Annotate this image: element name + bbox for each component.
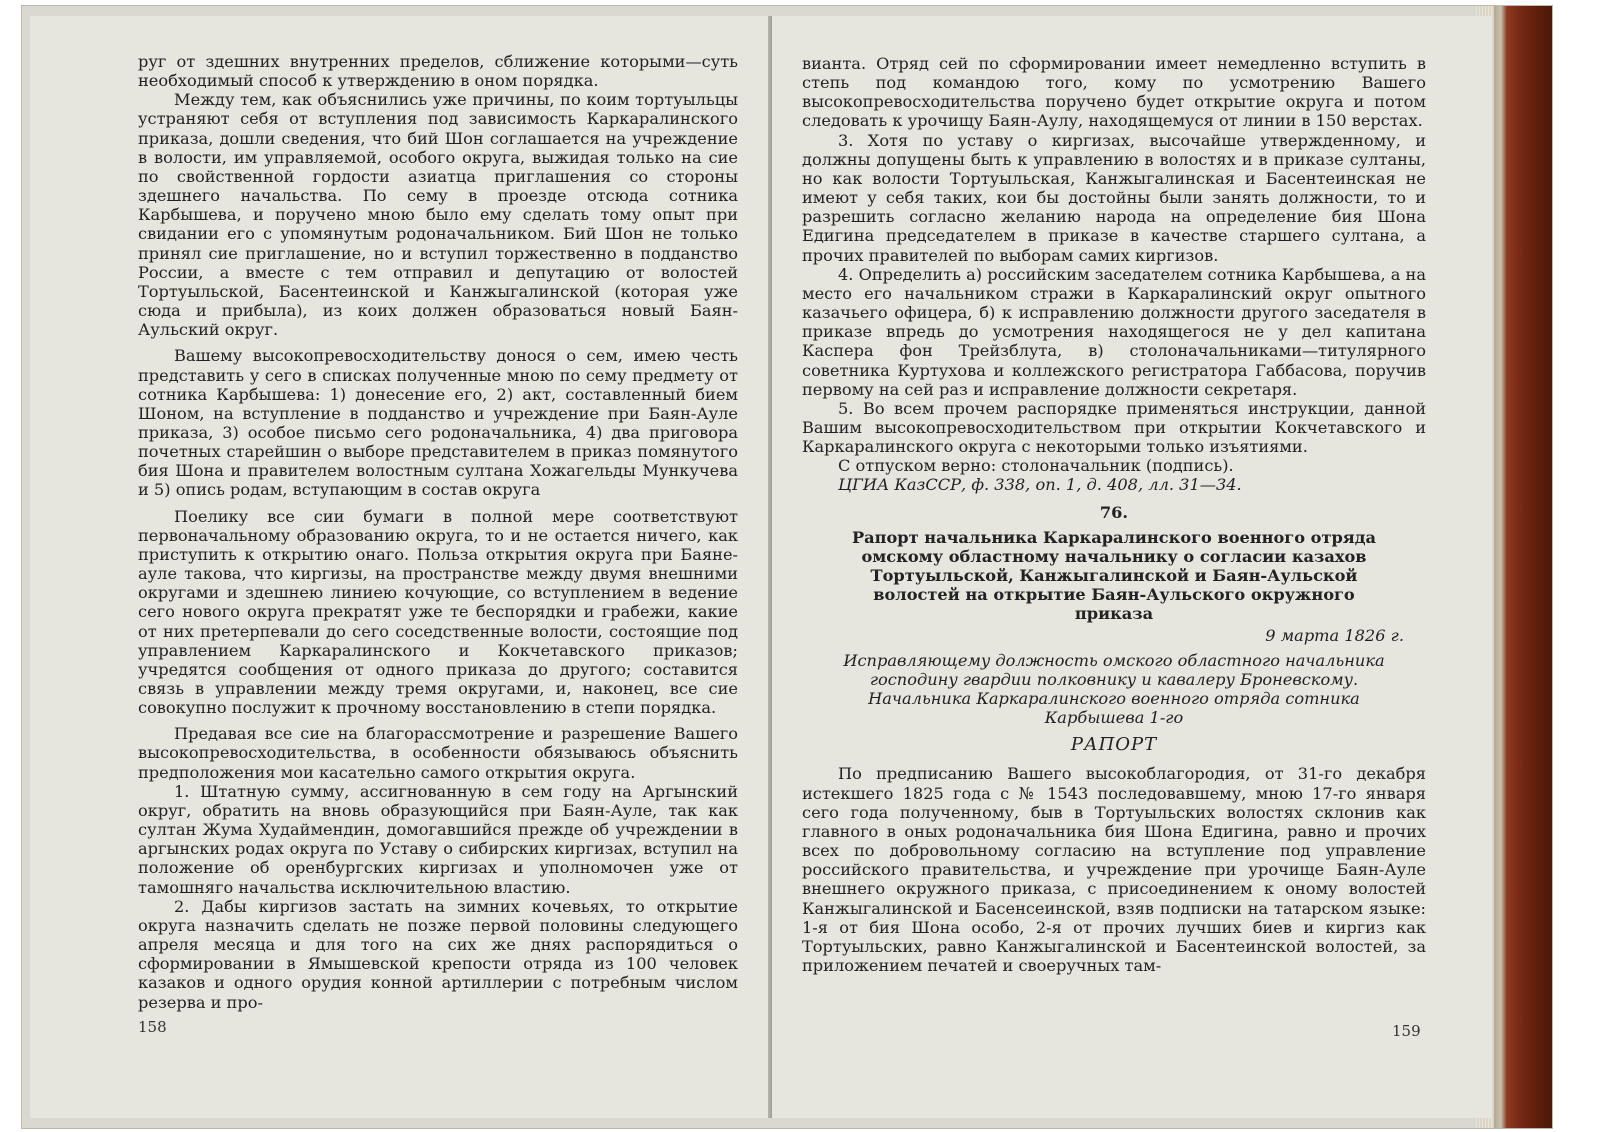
addressee: Исправляющему должность омского областного начальника господину гвардии полковнику и кавалеру Броневскому. Начальника Каркаралинского военного отряда сотника Карбышева 1-го — [843, 650, 1385, 728]
paragraph: 3. Хотя по уставу о киргизах, высочайше утвержденному, и должны допущены быть к управлению в волостях и в приказе султаны, но как волости Тортуыльская, Канжыгалинская и Басентеинская не имеют у себя таких, кои бы достойны были занять должности, то и разрешить согласно желанию народа на определение бия Шона Едигина председателем в приказе в качестве старшего султана, а прочих правителей по выборам самих киргизов. — [802, 130, 1426, 265]
paragraph: По предписанию Вашего высокоблагородия, от 31-го декабря истекшего 1825 года с № 1543 последовавшему, мною 17-го января сего года полученному, быв в Тортуыльских волостях склонив как главного в оных родоначальника бия Шона Едигина, равно и прочих всех по добровольному согласию на вступление под управление российского правительства, и учреждение при урочище Баян-Ауле внешнего окружного приказа, с присоединением к оному волостей Канжыгалинской и Басенсеинской, взяв подписки на татарском языке: 1-я от бия Шона особо, 2-я от прочих лучших биев и киргиз как Тортуыльских, равно Канжыгалинской и Басентеинской волостей, за приложением печатей и своеручных там- — [802, 764, 1426, 976]
document-title: Рапорт начальника Каркаралинского военного отряда омскому областному начальнику о согласии казахов Тортуыльской, Канжыгалинской и Баян-Аульской волостей на открытие Баян-Аульского окружного приказа — [851, 527, 1377, 624]
archive-reference: ЦГИА КазССР, ф. 338, оп. 1, д. 408, лл. 31—34. — [838, 475, 1242, 495]
paragraph: Предавая все сие на благорассмотрение и разрешение Вашего высокопревосходительства, в особенности обязываюсь объяснить предположения мои касательно самого открытия округа. — [138, 724, 738, 782]
right-page-text — [802, 54, 1426, 975]
paragraph: вианта. Отряд сей по сформировании имеет немедленно вступить в степь под командою того, кому по усмотрению Вашего высокопревосходительства поручено будет открытие округа и потом следовать к урочищу Баян-Аулу, находящемуся от линии в 150 верстах. — [802, 54, 1426, 131]
raport-heading: РАПОРТ — [1070, 734, 1158, 756]
book-spread — [22, 6, 1552, 1128]
paragraph: Поелику все сии бумаги в полной мере соответствуют первоначальному образованию округа, то и не остается ничего, как приступить к открытию онаго. Польза открытия округа при Баяне-ауле такова, что киргизы, на пространстве между двумя внешними округами и здешнею линиею кочующие, со вступлением в ведение сего нового округа прекратят уже те беспорядки и грабежи, какие от них претерпевали до сего соседственные волости, состоящие под управлением Каркаралинского и Кокчетавского приказов; учредятся сообщения от одного приказа до другого; составится связь в управлении между тремя округами, и, наконец, все сие совокупно послужит к прочному восстановлению в степи порядка. — [138, 506, 738, 718]
paragraph: 4. Определить а) российским заседателем сотника Карбышева, а на место его начальником стражи в Каркаралинский округ опытного казачьего офицера, б) к исправлению должности другого заседателя в приказе впредь до усмотрения находящегося не у дел капитана Каспера фон Трейзблута, в) столоначальниками—титулярного советника Куртухова и коллежского регистратора Габбасова, поручив первому на сей раз и исправление должности секретаря. — [802, 264, 1426, 399]
paragraph: Между тем, как объяснились уже причины, по коим тортуыльцы устраняют себя от вступления под зависимость Каркаралинского приказа, дошли сведения, что бий Шон соглашается на учреждение в волости, им управляемой, особого округа, выжидая только на сие по свойственной гордости азиатца приглашения со стороны здешнего начальства. По сему в проезде отсюда сотника Карбышева, и поручено мною было ему сделать тому опыт при свидании его с упомянутым родоначальником. Бий Шон не только принял сие приглашение, но и вступил торжественно в подданство России, а вместе с тем отправил и депутацию от волостей Тортуыльской, Басентеинской и Канжыгалинской (которая уже сюда и прибыла), из коих должен образоваться новый Баян-Аульский округ. — [138, 90, 738, 340]
left-page-text — [138, 52, 738, 1012]
paragraph: руг от здешних внутренних пределов, сближение которыми—суть необходимый способ к утверждению в оном порядка. — [138, 52, 738, 91]
signature-line: С отпуском верно: столоначальник (подпись). — [838, 456, 1234, 476]
paragraph: 5. Во всем прочем распорядке применяться инструкции, данной Вашим высокопревосходительством при открытии Кокчетавского и Каркаралинского округа с некоторыми только изъятиями. — [802, 398, 1426, 457]
left-page — [30, 16, 768, 1118]
page-number: 158 — [138, 1018, 167, 1036]
paragraph: 1. Штатную сумму, ассигнованную в сем году на Аргынский округ, обратить на вновь образующийся при Баян-Ауле, так как султан Жума Худаймендин, домогавшийся прежде об учреждении в аргынских родах округа по Уставу о сибирских киргизах, вступил на положение об оренбургских киргизах и уполномочен уже от тамошняго начальства исключительною властию. — [138, 781, 738, 897]
paragraph: Вашему высокопревосходительству донося о сем, имею честь представить у сего в списках полученные мною по сему предмету от сотника Карбышева: 1) донесение его, 2) акт, составленный бием Шоном, на вступление в подданство и учреждение при Баян-Ауле приказа, 3) особое письмо сего родоначальника, 4) два приговора почетных старейшин о выборе представителем в приказ помянутого бия Шона и правителем волостным султана Хожагельды Мункучева и 5) опись родам, вступающим в состав округа — [138, 346, 738, 500]
book-spine — [1494, 6, 1552, 1128]
page-number: 159 — [1392, 1022, 1421, 1040]
paragraph: 2. Дабы киргизов застать на зимних кочевьях, то открытие округа назначить сделать не позже первой половины следующего апреля месяца и для того на сих же днях распорядиться о сформировании в Ямышевской крепости отряда из 100 человек казаков и одного орудия конной артиллерии с потребным числом резерва и про- — [138, 896, 738, 1012]
right-page — [772, 16, 1492, 1118]
document-number: 76. — [1099, 502, 1129, 522]
document-date: 9 марта 1826 г. — [1265, 625, 1404, 645]
